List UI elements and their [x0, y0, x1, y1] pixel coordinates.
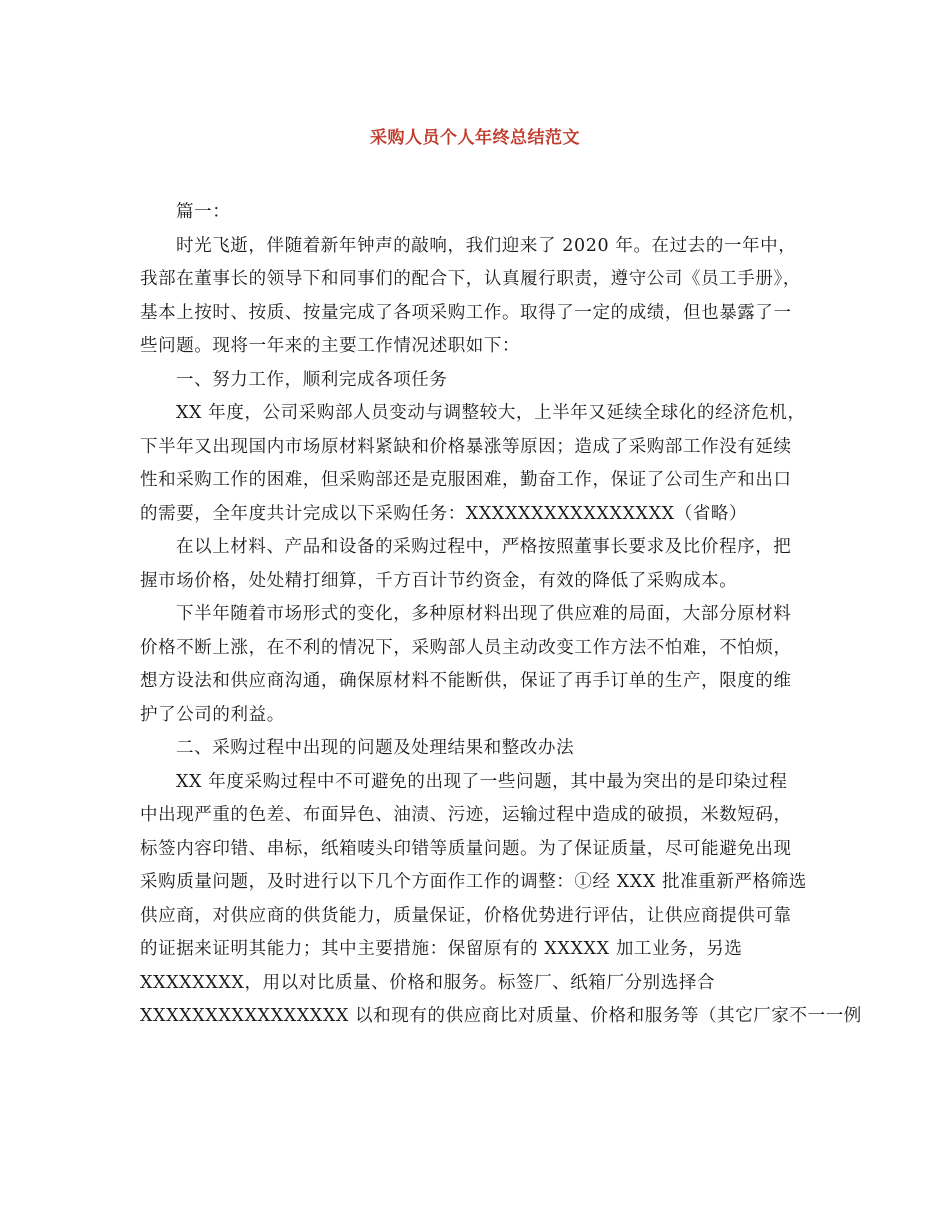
document-body	[140, 196, 862, 1034]
document-line: 二、采购过程中出现的问题及处理结果和整改办法	[176, 738, 575, 758]
document-line: 基本上按时、按质、按量完成了各项采购工作。取得了一定的成绩，但也暴露了一	[140, 302, 792, 323]
document-line: 标签内容印错、串标，纸箱唛头印错等质量问题。为了保证质量，尽可能避免出现	[140, 838, 792, 859]
document-line: 我部在董事长的领导下和同事们的配合下，认真履行职责，遵守公司《员工手册》，	[140, 269, 801, 289]
document-line: XX 年度，公司采购部人员变动与调整较大，上半年又延续全球化的经济危机，	[176, 403, 806, 423]
document-line: 供应商，对供应商的供货能力，质量保证，价格优势进行评估，让供应商提供可靠	[140, 905, 792, 926]
document-line: 性和采购工作的困难，但采购部还是克服困难，勤奋工作，保证了公司生产和出口	[140, 470, 792, 490]
document-line: 一、努力工作，顺利完成各项任务	[176, 369, 448, 390]
document-line: 的证据来证明其能力；其中主要措施：保留原有的 XXXXX 加工业务，另选	[140, 939, 743, 959]
document-line: XXXXXXXXXXXXXXXX 以和现有的供应商比对质量、价格和服务等（其它厂家不一一例	[140, 1006, 862, 1026]
document-line: 价格不断上涨，在不利的情况下，采购部人员主动改变工作方法不怕难，不怕烦，	[140, 637, 792, 658]
document-line: 下半年随着市场形式的变化，多种原材料出现了供应难的局面，大部分原材料	[176, 604, 792, 624]
document-line: 下半年又出现国内市场原材料紧缺和价格暴涨等原因；造成了采购部工作没有延续	[140, 436, 792, 457]
document-line: 中出现严重的色差、布面异色、油渍、污迹，运输过程中造成的破损，米数短码，	[140, 805, 792, 825]
document-line: 时光飞逝，伴随着新年钟声的敲响，我们迎来了 2020 年。在过去的一年中，	[176, 235, 797, 256]
document-line: XX 年度采购过程中不可避免的出现了一些问题，其中最为突出的是印染过程	[176, 771, 788, 792]
document-line: 些问题。现将一年来的主要工作情况述职如下：	[140, 336, 521, 356]
document-title: 采购人员个人年终总结范文	[370, 128, 580, 148]
document-line: 护了公司的利益。	[140, 704, 285, 725]
document-line: 篇一：	[176, 202, 231, 222]
document-line: 想方设法和供应商沟通，确保原材料不能断供，保证了再手订单的生产，限度的维	[140, 671, 792, 691]
document-line: XXXXXXXX，用以对比质量、价格和服务。标签厂、纸箱厂分别选择合	[140, 972, 716, 993]
document-line: 在以上材料、产品和设备的采购过程中，严格按照董事长要求及比价程序，把	[176, 537, 792, 557]
document-line: 的需要，全年度共计完成以下采购任务：XXXXXXXXXXXXXXXX（省略）	[140, 503, 748, 524]
document-line: 采购质量问题，及时进行以下几个方面作工作的调整：①经 XXX 批准重新严格筛选	[140, 872, 807, 892]
document-line: 握市场价格，处处精打细算，千方百计节约资金，有效的降低了采购成本。	[140, 570, 738, 591]
